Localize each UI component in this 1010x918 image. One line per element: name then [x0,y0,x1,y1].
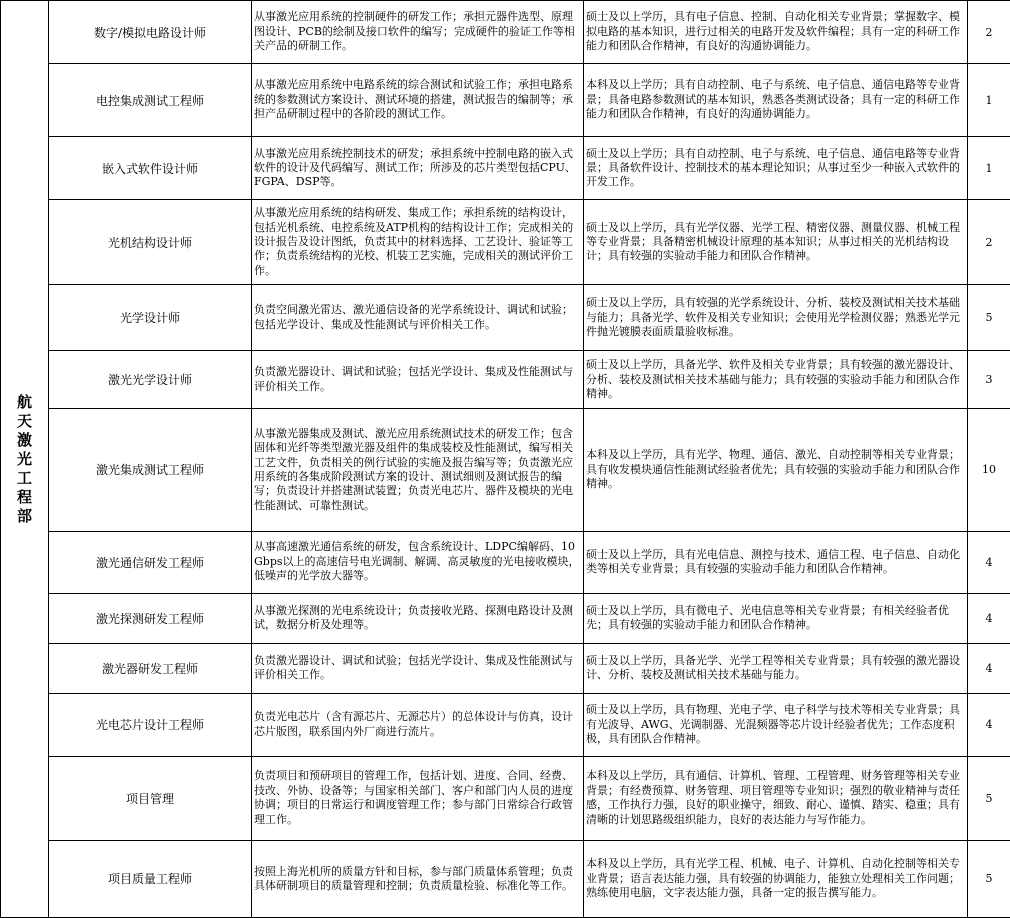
requirements-cell [584,1,968,64]
duties-cell [252,643,584,693]
position-cell: 光学设计师 [49,285,252,351]
duties-cell [252,593,584,643]
requirements-cell [584,137,968,200]
requirements-cell [584,643,968,693]
table-row [1,351,1010,409]
duties-cell [252,531,584,593]
requirements-text: 硕士及以上学历，具有光学仪器、光学工程、精密仪器、测量仪器、机械工程等专业背景；具备精密机械设计原理的基本知识；从事过相关的光机结构设计；具有较强的实验动手能力和团队合作精神。 [586,220,960,263]
headcount-cell: 5 [968,756,1010,840]
position-cell: 激光集成测试工程师 [49,409,252,531]
requirements-text: 本科及以上学历，具有通信、计算机、管理、工程管理、财务管理等相关专业背景；有经费预算、财务管理、项目管理等专业知识；强烈的敬业精神与责任感，工作执行力强，良好的职业操守，细致、耐心、谨慎、踏实、稳重；具有清晰的计划思路级组织能力，良好的表达能力与写作能力。 [586,769,960,826]
position-cell: 激光通信研发工程师 [49,531,252,593]
position-cell: 光机结构设计师 [49,200,252,285]
requirements-cell [584,285,968,351]
requirements-cell [584,409,968,531]
table-row [1,756,1010,840]
requirements-cell [584,351,968,409]
duties-text: 从事高速激光通信系统的研发，包含系统设计、LDPC编解码、10Gbps以上的高速信号电光调制、解调、高灵敏度的光电接收模块，低噪声的光学放大器等。 [254,540,580,583]
requirements-text: 硕士及以上学历，具备光学、光学工程等相关专业背景；具有较强的激光器设计、分析、装校及测试相关技术基础与能力。 [586,653,960,682]
duties-text: 负责激光器设计、调试和试验；包括光学设计、集成及性能测试与评价相关工作。 [254,365,573,393]
duties-text: 负责空间激光雷达、激光通信设备的光学系统设计、调试和试验；包括光学设计、集成及性能测试与评价相关工作。 [254,303,573,331]
duties-cell [252,756,584,840]
requirements-text: 硕士及以上学历，具有电子信息、控制、自动化相关专业背景；掌握数字、模拟电路的基本知识，进行过相关的电路开发及软件编程；具有一定的科研工作能力和团队合作精神，有良好的沟通协调能力。 [586,10,960,53]
duties-text: 负责激光器设计、调试和试验；包括光学设计、集成及性能测试与评价相关工作。 [254,653,573,682]
headcount-cell: 4 [968,693,1010,756]
requirements-cell [584,840,968,917]
headcount-cell: 1 [968,137,1010,200]
department-name: 航天激光工程部 [16,392,32,525]
duties-text: 按照上海光机所的质量方针和目标，参与部门质量体系管理；负责具体研制项目的质量管理和控制；负责质量检验、标准化等工作。 [254,864,573,892]
requirements-text: 硕士及以上学历，具有物理、光电子学、电子科学与技术等相关专业背景；具有光波导、AWG、光调制器、光混频器等芯片设计经验者优先；工作态度积极，具有团队合作精神。 [586,703,960,745]
headcount-cell: 2 [968,1,1010,64]
headcount-cell: 5 [968,285,1010,351]
requirements-cell [584,693,968,756]
table-row [1,137,1010,200]
position-cell: 项目管理 [49,756,252,840]
headcount-cell: 4 [968,531,1010,593]
requirements-cell [584,64,968,137]
position-cell: 电控集成测试工程师 [49,64,252,137]
duties-cell [252,409,584,531]
requirements-cell [584,200,968,285]
table-row [1,643,1010,693]
table-row [1,285,1010,351]
department-cell [1,1,49,918]
headcount-cell: 10 [968,409,1010,531]
requirements-text: 硕士及以上学历，具有较强的光学系统设计、分析、装校及测试相关技术基础与能力；具备光学、软件及相关专业知识；会使用光学检测仪器；熟悉光学元件抛光镀膜表面质量验收标准。 [586,296,960,339]
duties-text: 从事激光器集成及测试、激光应用系统测试技术的研发工作；包含固体和光纤等类型激光器及组件的集成装校及性能测试，编写相关工艺文件，负责相关的例行试验的实施及报告编写等；负责激光应用系统的各集成阶段测试方案的设计、测试细则及测试报告的编写；负责设计并搭建测试装置；负责光电芯片、器件及模块的光电性能测试、可靠性测试。 [254,426,573,512]
headcount-cell: 1 [968,64,1010,137]
duties-cell [252,137,584,200]
requirements-text: 本科及以上学历，具有光学、物理、通信、激光、自动控制等相关专业背景；具有收发模块通信性能测试经验者优先；具有较强的实验动手能力和团队合作精神。 [586,448,960,491]
position-cell: 嵌入式软件设计师 [49,137,252,200]
duties-text: 从事激光探测的光电系统设计；负责接收光路、探测电路设计及测试，数据分析及处理等。 [254,603,573,632]
position-cell: 数字/模拟电路设计师 [49,1,252,64]
duties-cell [252,64,584,137]
requirements-cell [584,593,968,643]
duties-cell [252,693,584,756]
table-row [1,64,1010,137]
table-row [1,593,1010,643]
position-cell: 激光光学设计师 [49,351,252,409]
table-row [1,531,1010,593]
duties-text: 从事激光应用系统的结构研发、集成工作；承担系统的结构设计，包括光机系统、电控系统及ATP机构的结构设计工作；完成相关的设计报告及设计图纸，负责其中的材料选择、工艺设计、验证等工作；负责系统结构的光校、机装工艺实施，完成相关的测试评价工作。 [254,206,574,277]
duties-text: 负责光电芯片（含有源芯片、无源芯片）的总体设计与仿真，设计芯片版图，联系国内外厂商进行流片。 [254,710,573,738]
position-cell: 项目质量工程师 [49,840,252,917]
table-row [1,1,1010,64]
requirements-text: 本科及以上学历；具有自动控制、电子与系统、电子信息、通信电路等专业背景；具备电路参数测试的基本知识，熟悉各类测试设备；具有一定的科研工作能力和团队合作精神，有良好的沟通协调能力。 [586,78,960,121]
duties-text: 从事激光应用系统中电路系统的综合测试和试验工作；承担电路系统的参数测试方案设计、测试环境的搭建，测试报告的编制等；承担产品研制过程中的各阶段的测试工作。 [254,78,573,121]
duties-text: 从事激光应用系统控制技术的研发；承担系统中控制电路的嵌入式软件的设计及代码编写、测试工作；所涉及的芯片类型包括CPU、FGPA、DSP等。 [254,146,576,189]
table-row [1,200,1010,285]
headcount-cell: 5 [968,840,1010,917]
requirements-text: 硕士及以上学历，具备光学、软件及相关专业背景；具有较强的激光器设计、分析、装校及测试相关技术基础与能力；具有较强的实验动手能力和团队合作精神。 [586,358,960,401]
requirements-text: 硕士及以上学历，具有微电子、光电信息等相关专业背景；有相关经验者优先；具有较强的实验动手能力和团队合作精神。 [586,603,949,632]
position-cell: 激光器研发工程师 [49,643,252,693]
requirements-cell [584,756,968,840]
duties-cell [252,840,584,917]
duties-cell [252,200,584,285]
duties-cell [252,285,584,351]
duties-text: 从事激光应用系统的控制硬件的研发工作；承担元器件选型、原理图设计、PCB的绘制及接口软件的编写；完成硬件的验证工作等相关产品的研制工作。 [254,10,575,53]
requirements-text: 本科及以上学历，具有光学工程、机械、电子、计算机、自动化控制等相关专业背景；语言表达能力强，具有较强的协调能力，能独立处理相关工作问题；熟练使用电脑，文字表达能力强，具备一定的报告撰写能力。 [586,857,960,900]
requirements-text: 硕士及以上学历，具有光电信息、测控与技术、通信工程、电子信息、自动化类等相关专业背景；具有较强的实验动手能力和团队合作精神。 [586,547,960,576]
position-cell: 激光探测研发工程师 [49,593,252,643]
headcount-cell: 4 [968,593,1010,643]
headcount-cell: 4 [968,643,1010,693]
table-row [1,409,1010,531]
duties-cell [252,351,584,409]
job-table-body [1,1,1010,918]
duties-cell [252,1,584,64]
headcount-cell: 2 [968,200,1010,285]
requirements-text: 硕士及以上学历；具有自动控制、电子与系统、电子信息、通信电路等专业背景；具备软件设计、控制技术的基本理论知识；从事过至少一种嵌入式软件的开发工作。 [586,146,960,189]
position-cell: 光电芯片设计工程师 [49,693,252,756]
duties-text: 负责项目和预研项目的管理工作，包括计划、进度、合同、经费、技改、外协、设备等；与国家相关部门、客户和部门内人员的进度协调；项目的日常运行和调度管理工作；参与部门日常综合行政管理工作。 [254,769,573,826]
table-row [1,693,1010,756]
requirements-cell [584,531,968,593]
headcount-cell: 3 [968,351,1010,409]
table-row [1,840,1010,917]
